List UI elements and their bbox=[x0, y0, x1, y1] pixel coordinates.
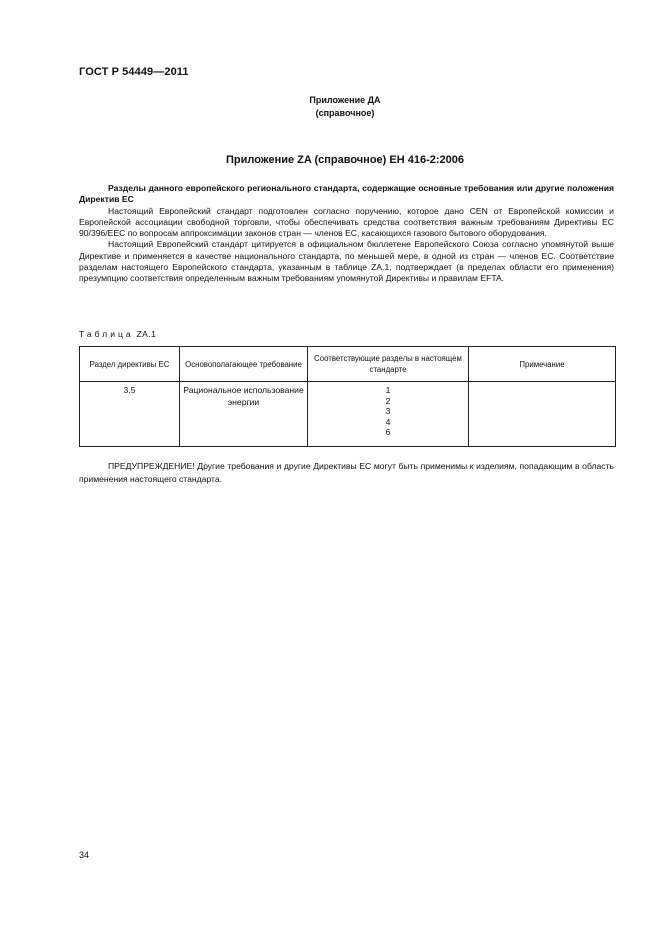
appendix-title: Приложение ZA (справочное) ЕН 416-2:2006 bbox=[226, 154, 464, 166]
section-number: 3 bbox=[385, 406, 391, 416]
appendix-label: Приложение ДА bbox=[309, 95, 381, 105]
table-caption-word: Таблица bbox=[79, 329, 134, 339]
table-caption bbox=[79, 329, 156, 339]
table-header-row bbox=[80, 347, 616, 382]
directive-table bbox=[79, 346, 616, 447]
cell-sections bbox=[308, 382, 469, 447]
section-number: 1 bbox=[385, 385, 391, 395]
section-number: 4 bbox=[385, 416, 391, 427]
table-caption-id: ZA.1 bbox=[136, 329, 157, 339]
cell-note bbox=[469, 382, 616, 447]
appendix-type: (справочное) bbox=[315, 108, 375, 118]
cell-directive-section: 3.5 bbox=[80, 382, 180, 447]
warning-paragraph: ПРЕДУПРЕЖДЕНИЕ! Другие требования и другие Директивы ЕС могут быть применимы к изделиям, попадающим в область применения настоящего стандарта. bbox=[79, 461, 614, 484]
document-id: ГОСТ Р 54449—2011 bbox=[79, 66, 189, 78]
section-heading: Разделы данного европейского регионального стандарта, содержащие основные требования или другие положения Директив ЕС bbox=[79, 183, 614, 205]
header-requirement: Основополагающее требование bbox=[180, 347, 308, 382]
paragraph: Настоящий Европейский стандарт подготовлен согласно поручению, которое дано CEN от Европейской комиссии и Европейской ассоциации свободной торговли, чтобы обеспечивать средства соответствия важным требованиям Директивы ЕС 90/396/ЕЕС по вопросам аппроксимации законов стран — членов ЕС, касающихся газового бытового оборудования. bbox=[79, 205, 614, 239]
header-note: Примечание bbox=[469, 347, 616, 382]
section-number: 2 bbox=[385, 395, 391, 406]
appendix-label-block bbox=[0, 94, 661, 120]
paragraph: Настоящий Европейский стандарт цитируется в официальном бюллетене Европейского Союза согласно упомянутой выше Директиве и применяется в качестве национального стандарта, по меньшей мере, в одной из стран — членов ЕС. Соответствие разделам настоящего Европейского стандарта, указанным в таблице ZA.1, подтверждает (в пределах области его применения) презумпцию соответствия определенным важным требованиям упомянутой Директивы и правилам EFTA. bbox=[79, 239, 614, 284]
table-row bbox=[80, 382, 616, 447]
warning-text bbox=[79, 460, 614, 485]
page-number: 34 bbox=[79, 850, 90, 860]
header-directive-section: Раздел директивы ЕС bbox=[80, 347, 180, 382]
header-sections: Соответствующие разделы в настоящем стандарте bbox=[308, 347, 469, 382]
body-text bbox=[79, 183, 614, 285]
cell-requirement: Рациональное использование энергии bbox=[180, 382, 308, 447]
section-number: 6 bbox=[385, 427, 391, 437]
